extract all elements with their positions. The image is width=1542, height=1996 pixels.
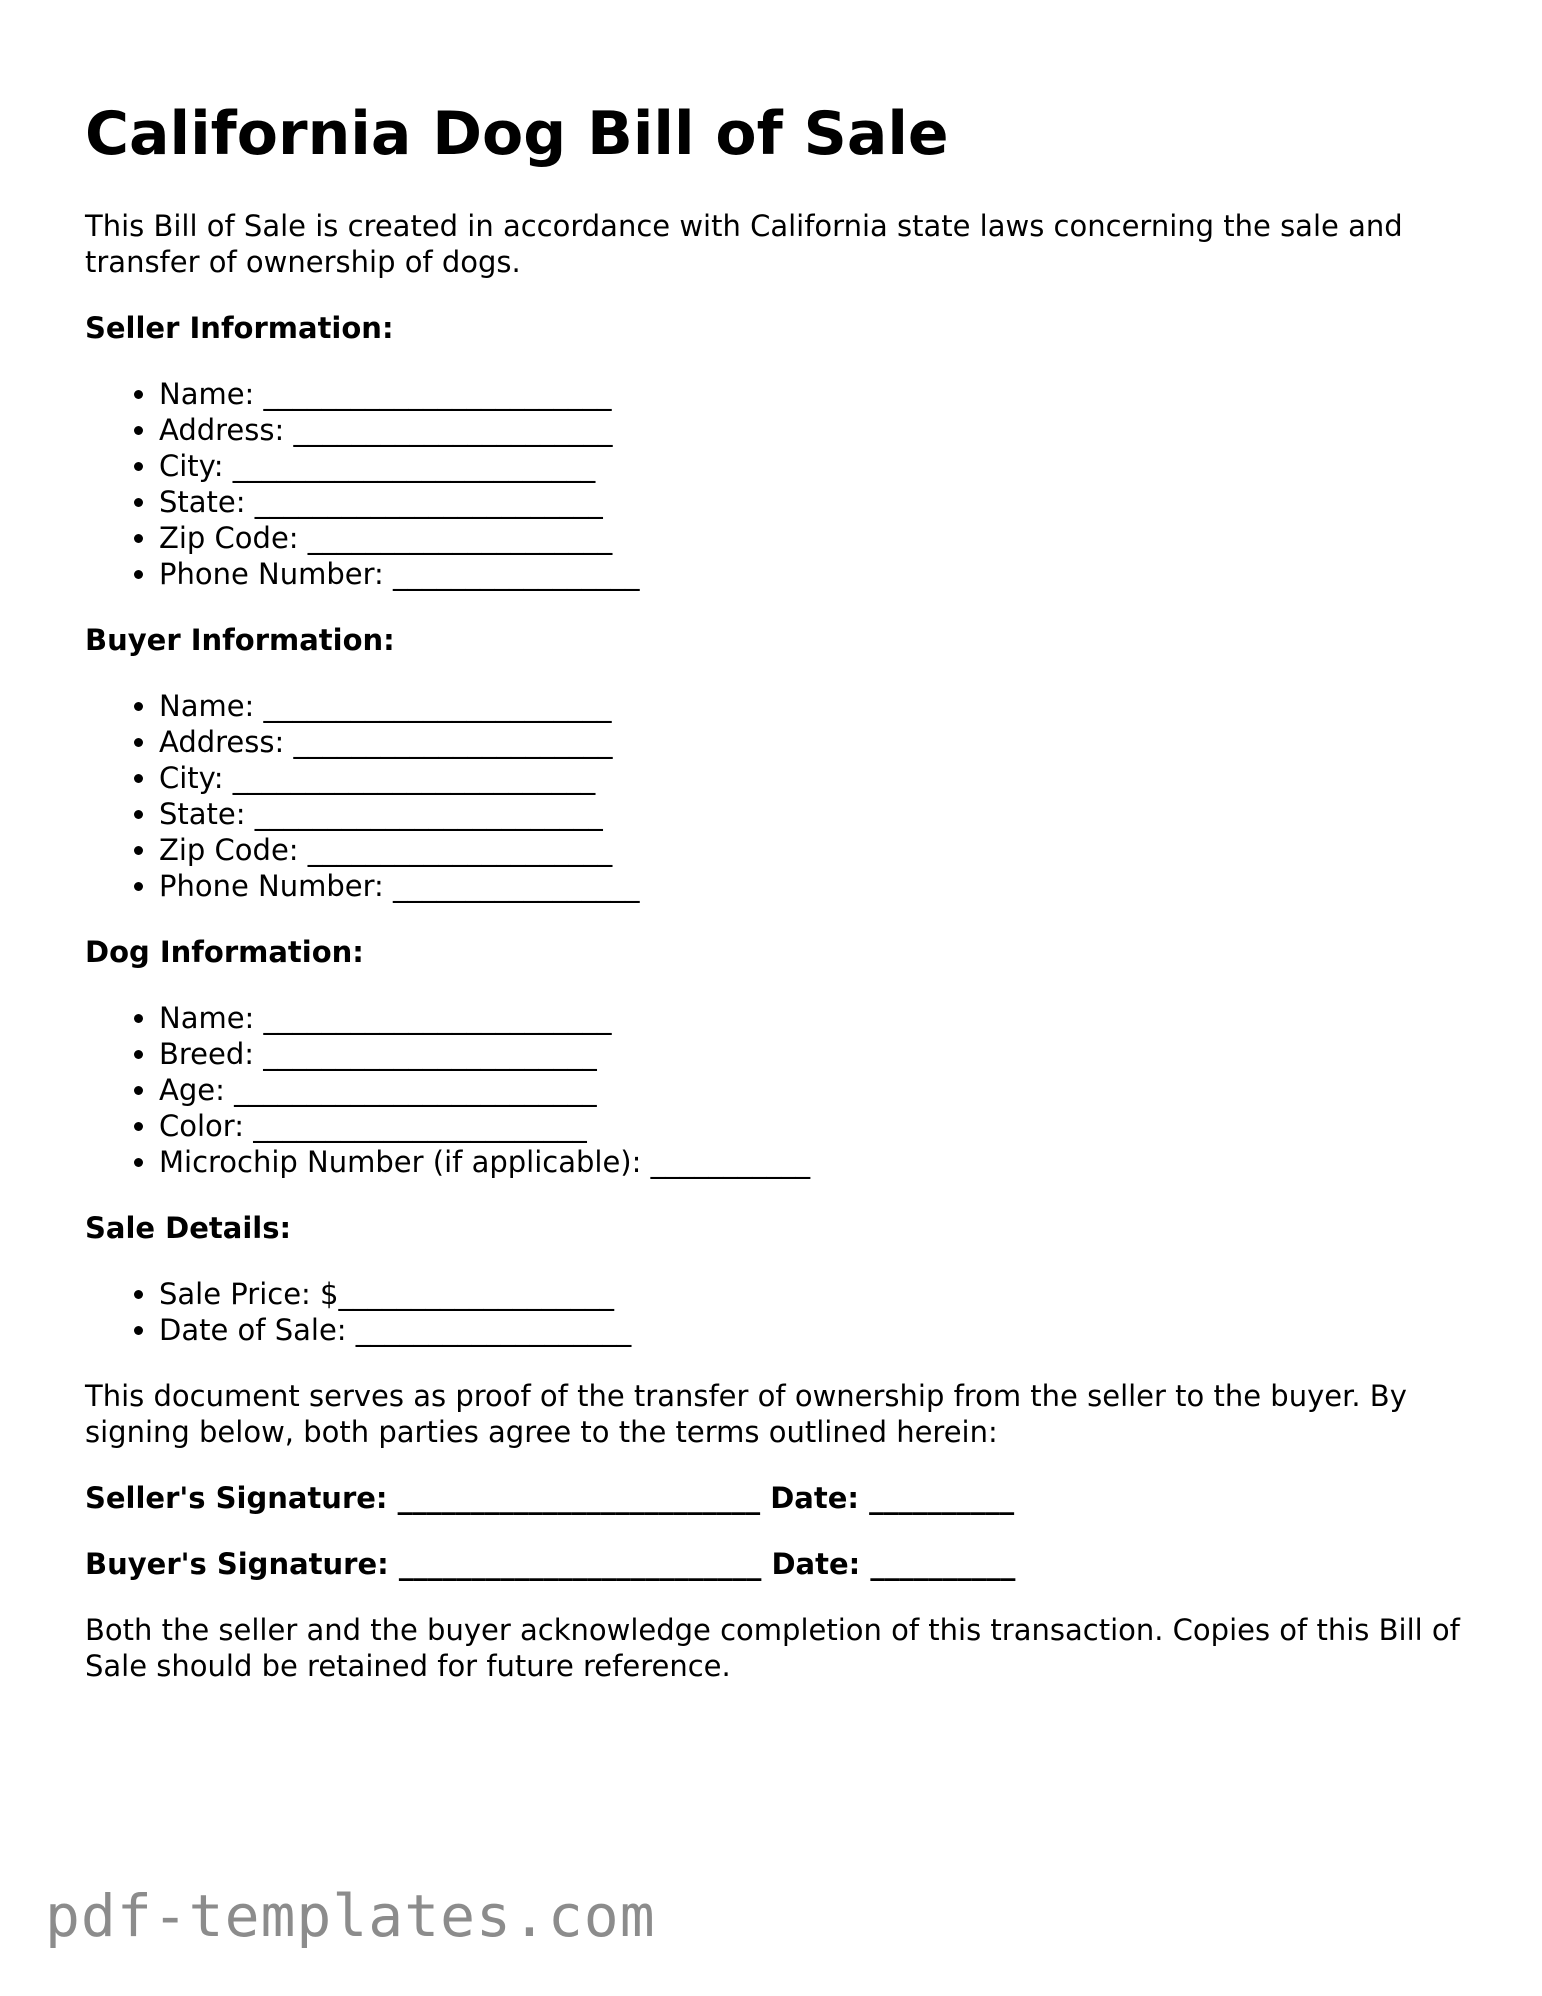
buyer-signature-line <box>85 1546 1465 1582</box>
buyer-signature-label: Buyer's Signature: _________________________ <box>85 1547 762 1581</box>
seller-signature-line <box>85 1480 1465 1516</box>
seller-section-heading: Seller Information: <box>85 311 394 345</box>
buyer-section-heading: Buyer Information: <box>85 623 395 657</box>
sale-field-list <box>85 1276 1465 1348</box>
seller-field-list <box>85 376 1465 592</box>
seller-city-field: • City: _________________________ <box>159 448 1465 484</box>
seller-state-field: • State: ________________________ <box>159 484 1465 520</box>
dog-field-list <box>85 1000 1465 1180</box>
agreement-paragraph: This document serves as proof of the transfer of ownership from the seller to the buyer. By signing below, both parties agree to the terms outlined herein: <box>85 1379 1407 1449</box>
dog-name-field: • Name: ________________________ <box>159 1000 1465 1036</box>
buyer-phone-field: • Phone Number: _________________ <box>159 868 1465 904</box>
seller-zip-field: • Zip Code: _____________________ <box>159 520 1465 556</box>
sale-date-field: • Date of Sale: ___________________ <box>159 1312 1465 1348</box>
seller-name-field: • Name: ________________________ <box>159 376 1465 412</box>
buyer-city-field: • City: _________________________ <box>159 760 1465 796</box>
buyer-address-field: • Address: ______________________ <box>159 724 1465 760</box>
site-watermark: pdf-templates.com <box>45 1882 656 1950</box>
dog-breed-field: • Breed: _______________________ <box>159 1036 1465 1072</box>
dog-age-field: • Age: _________________________ <box>159 1072 1465 1108</box>
seller-signature-label: Seller's Signature: _________________________ <box>85 1481 761 1515</box>
closing-paragraph: Both the seller and the buyer acknowledge completion of this transaction. Copies of this Bill of Sale should be retained for future reference. <box>85 1613 1460 1683</box>
seller-phone-field: • Phone Number: _________________ <box>159 556 1465 592</box>
buyer-field-list <box>85 688 1465 904</box>
document-page <box>85 98 1465 1684</box>
intro-paragraph: This Bill of Sale is created in accordance with California state laws concerning the sale and transfer of ownership of dogs. <box>85 209 1403 279</box>
seller-signature-date: Date: __________ <box>770 1481 1015 1515</box>
buyer-state-field: • State: ________________________ <box>159 796 1465 832</box>
dog-microchip-field: • Microchip Number (if applicable): ___________ <box>159 1144 1465 1180</box>
seller-address-field: • Address: ______________________ <box>159 412 1465 448</box>
buyer-zip-field: • Zip Code: _____________________ <box>159 832 1465 868</box>
sale-section-heading: Sale Details: <box>85 1211 292 1245</box>
page-title: California Dog Bill of Sale <box>85 99 949 169</box>
dog-color-field: • Color: _______________________ <box>159 1108 1465 1144</box>
buyer-name-field: • Name: ________________________ <box>159 688 1465 724</box>
dog-section-heading: Dog Information: <box>85 935 364 969</box>
buyer-signature-date: Date: __________ <box>771 1547 1016 1581</box>
sale-price-field: • Sale Price: $___________________ <box>159 1276 1465 1312</box>
